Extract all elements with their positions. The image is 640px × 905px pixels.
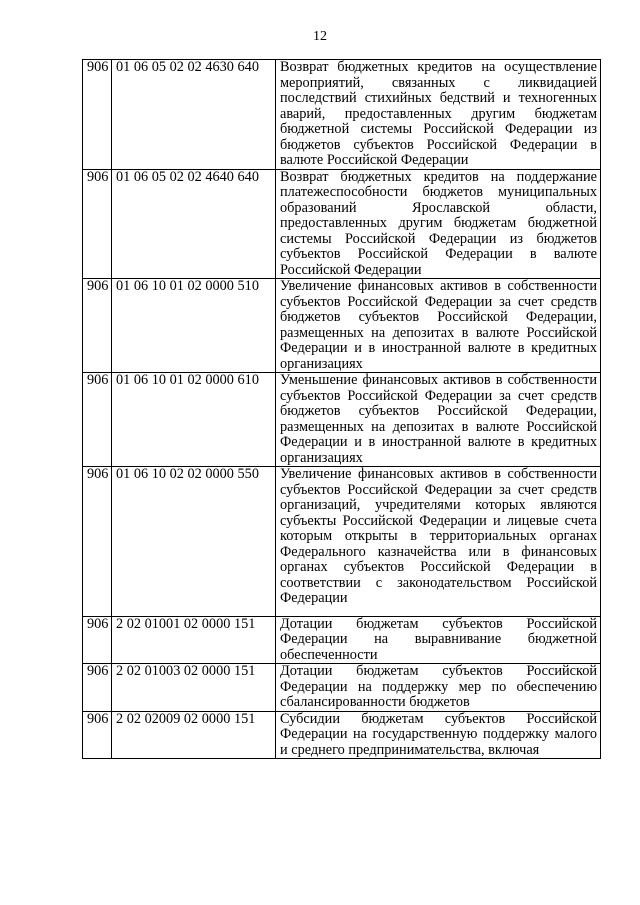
description-cell: Возврат бюджетных кредитов на осуществление мероприятий, связанных с ликвидацией последствий стихийных бедствий и техногенных аварий, предоставленных другим бюджетам бюджетной системы Российской Федерации из бюджетов субъектов Российской Федерации в валюте Российской Федерации (276, 60, 601, 170)
description-cell: Увеличение финансовых активов в собственности субъектов Российской Федерации за счет средств бюджетов субъектов Российской Федерации, размещенных на депозитах в валюте Российской Федерации и в иностранной валюте в кредитных организациях (276, 279, 601, 373)
admin-code-cell: 906 (83, 711, 112, 759)
budget-code-cell: 2 02 01001 02 0000 151 (112, 616, 276, 664)
description-cell: Уменьшение финансовых активов в собственности субъектов Российской Федерации за счет средств бюджетов субъектов Российской Федерации, размещенных на депозитах в валюте Российской Федерации и в иностранной валюте в кредитных организациях (276, 373, 601, 467)
budget-code-cell: 01 06 05 02 02 4640 640 (112, 169, 276, 279)
description-cell: Возврат бюджетных кредитов на поддержание платежеспособности бюджетов муниципальных образований Ярославской области, предоставленных другим бюджетам бюджетной системы Российской Федерации из бюджетов субъектов Российской Федерации в валюте Российской Федерации (276, 169, 601, 279)
budget-code-cell: 01 06 10 01 02 0000 510 (112, 279, 276, 373)
admin-code-cell: 906 (83, 467, 112, 617)
table-row (83, 60, 601, 170)
budget-code-cell: 01 06 10 02 02 0000 550 (112, 467, 276, 617)
admin-code-cell: 906 (83, 279, 112, 373)
admin-code-cell: 906 (83, 616, 112, 664)
admin-code-cell: 906 (83, 664, 112, 712)
description-cell: Субсидии бюджетам субъектов Российской Федерации на государственную поддержку малого и среднего предпринимательства, включая (276, 711, 601, 759)
table-row (83, 373, 601, 467)
table-row (83, 279, 601, 373)
table-row (83, 169, 601, 279)
table-row (83, 664, 601, 712)
budget-codes-table (82, 59, 601, 759)
table-row (83, 711, 601, 759)
admin-code-cell: 906 (83, 169, 112, 279)
table-row (83, 467, 601, 617)
budget-code-cell: 01 06 05 02 02 4630 640 (112, 60, 276, 170)
budget-code-cell: 01 06 10 01 02 0000 610 (112, 373, 276, 467)
budget-code-cell: 2 02 02009 02 0000 151 (112, 711, 276, 759)
admin-code-cell: 906 (83, 373, 112, 467)
budget-code-cell: 2 02 01003 02 0000 151 (112, 664, 276, 712)
admin-code-cell: 906 (83, 60, 112, 170)
description-cell: Увеличение финансовых активов в собственности субъектов Российской Федерации за счет средств организаций, учредителями которых являются субъекты Российской Федерации и лицевые счета которым открыты в территориальных органах Федерального казначейства или в финансовых органах субъектов Российской Федерации в соответствии с законодательством Российской Федерации (276, 467, 601, 617)
page-number: 12 (313, 29, 327, 44)
description-cell: Дотации бюджетам субъектов Российской Федерации на выравнивание бюджетной обеспеченности (276, 616, 601, 664)
description-cell: Дотации бюджетам субъектов Российской Федерации на поддержку мер по обеспечению сбалансированности бюджетов (276, 664, 601, 712)
table-row (83, 616, 601, 664)
